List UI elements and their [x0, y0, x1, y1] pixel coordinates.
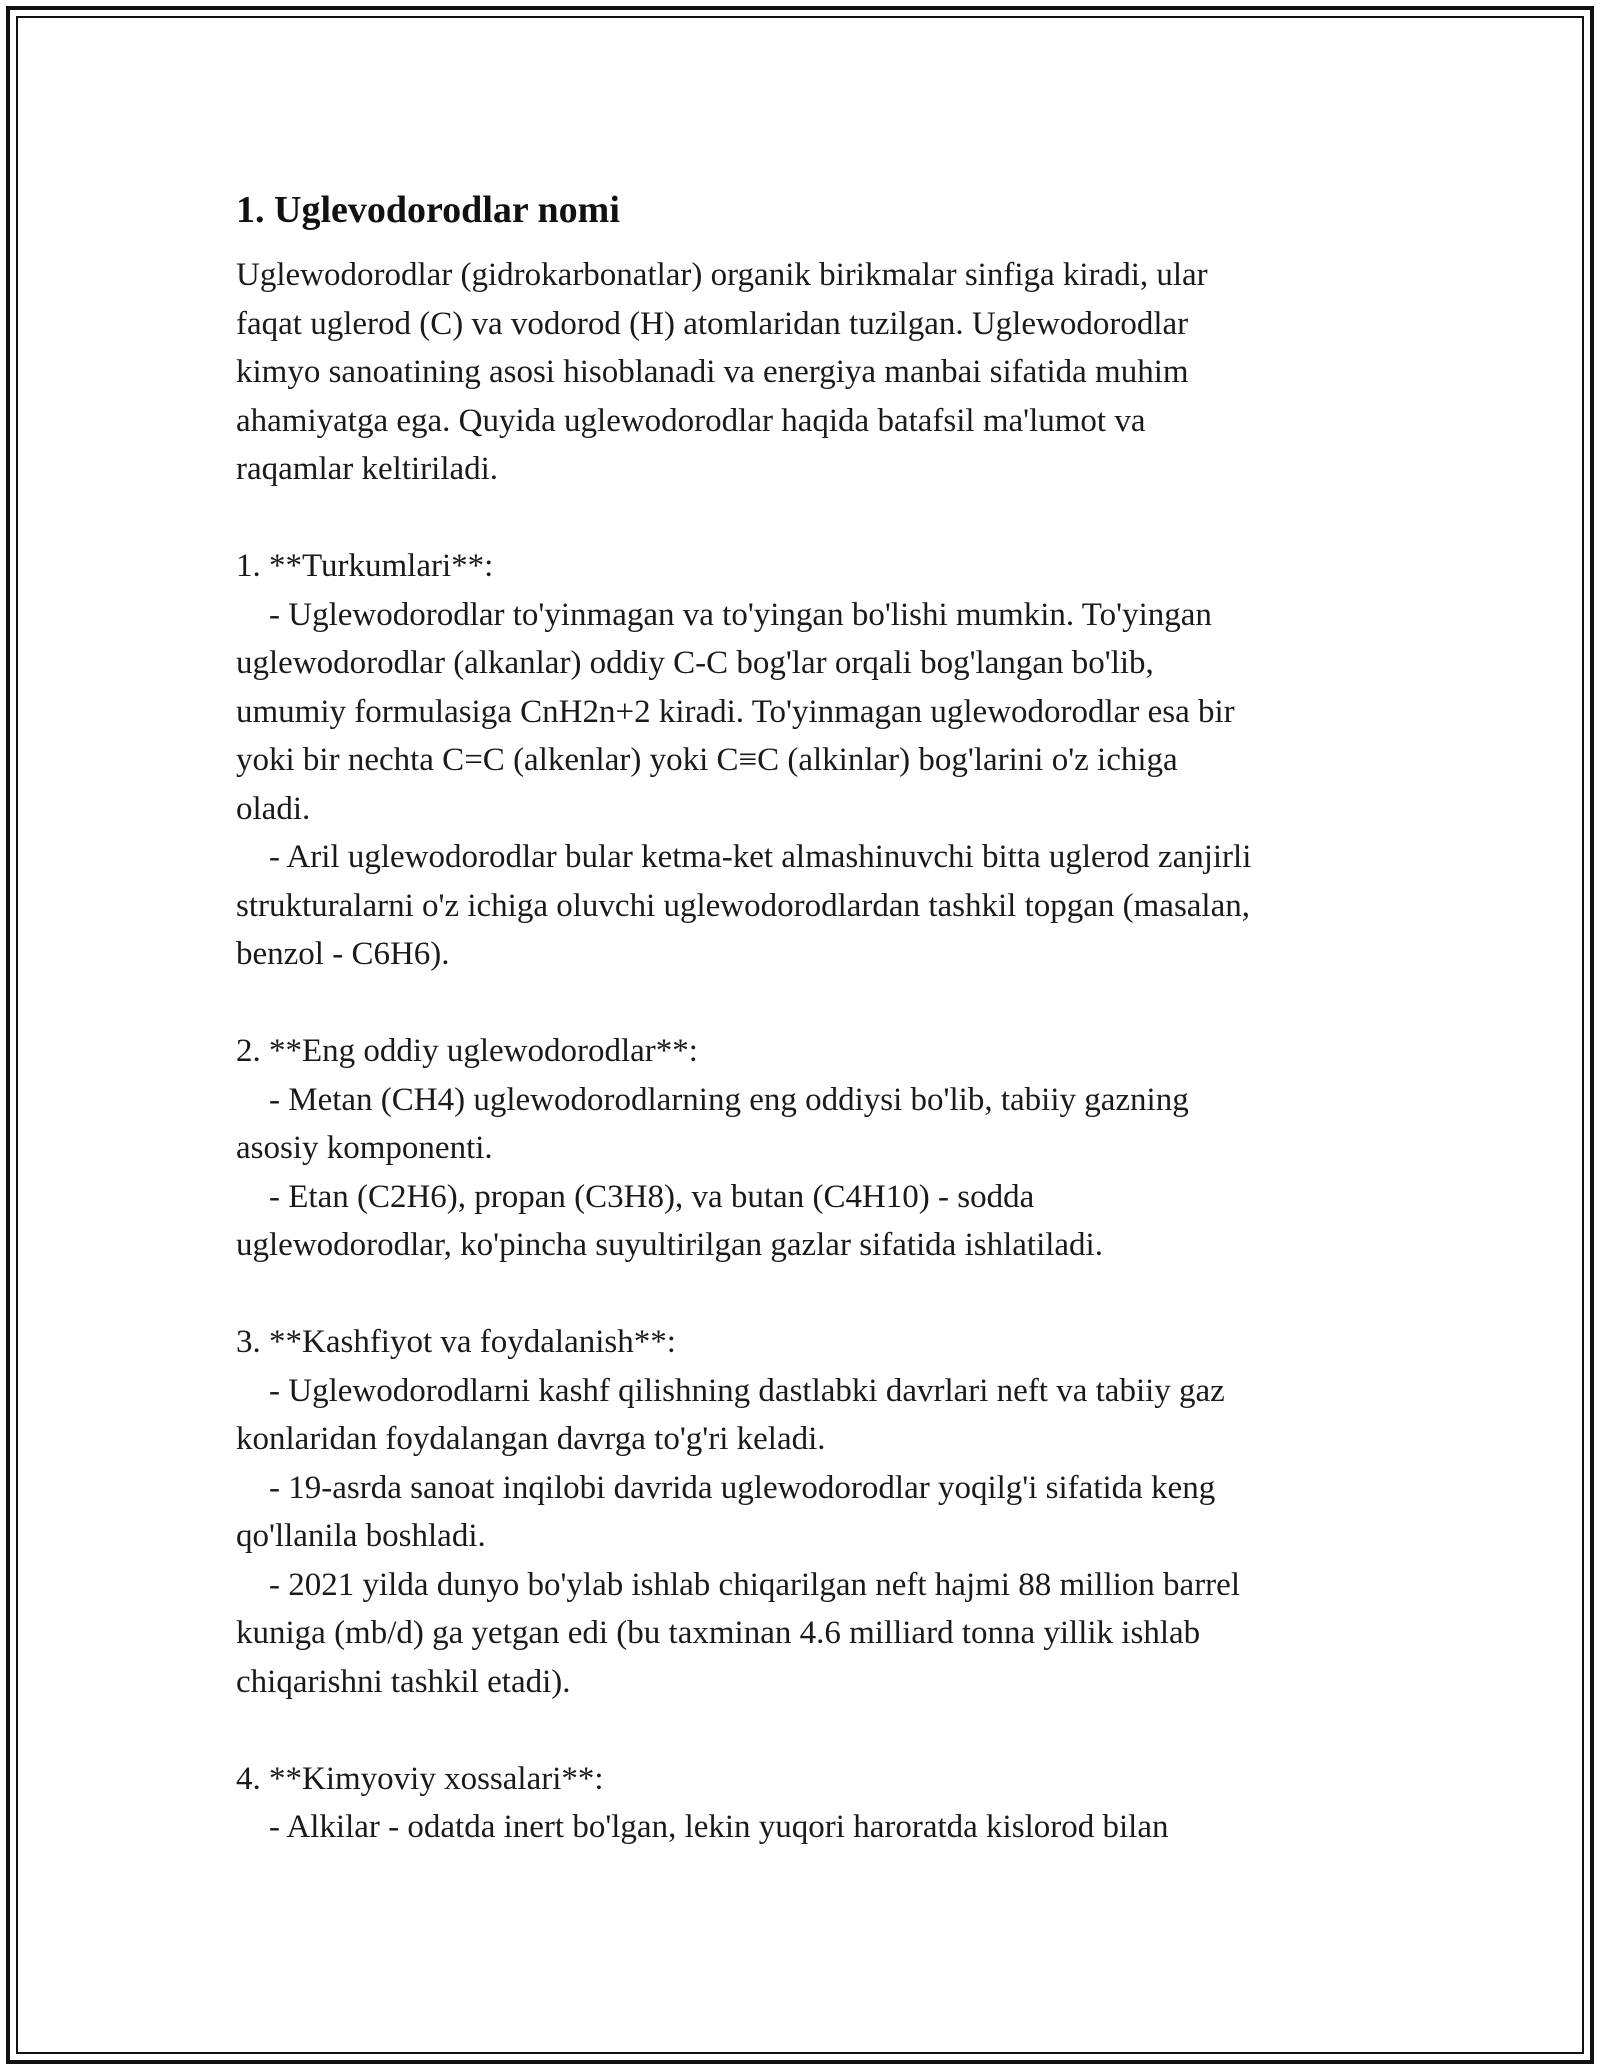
- document-body: Uglewodorodlar (gidrokarbonatlar) organik birikmalar sinfiga kiradi, ular faqat uglerod (C) va vodorod (H) atomlaridan tuzilgan. Uglewodorodlar kimyo sanoatining asosi hisoblanadi va energiya manbai sifatida muhim ahamiyatga ega. Quyida uglewodorodlar haqida batafsil ma'lumot va raqamlar keltiriladi. 1. **Turkumlari**: - Uglewodorodlar to'yinmagan va to'yingan bo'lishi mumkin. To'yingan uglewodorodlar (alkanlar) oddiy C-C bog'lar orqali bog'langan bo'lib, umumiy formulasiga CnH2n+2 kiradi. To'yinmagan uglewodorodlar esa bir yoki bir nechta C=C (alkenlar) yoki C≡C (alkinlar) bog'larini o'z ichiga oladi. - Aril uglewodorodlar bular ketma-ket almashinuvchi bitta uglerod zanjirli strukturalarni o'z ichiga oluvchi uglewodorodlardan tashkil topgan (masalan, benzol - C6H6). 2. **Eng oddiy uglewodorodlar**: - Metan (CH4) uglewodorodlarning eng oddiysi bo'lib, tabiiy gazning asosiy komponenti. - Etan (C2H6), propan (C3H8), va butan (C4H10) - sodda uglewodorodlar, ko'pincha suyultirilgan gazlar sifatida ishlatiladi. 3. **Kashfiyot va foydalanish**: - Uglewodorodlarni kashf qilishning dastlabki davrlari neft va tabiiy gaz konlaridan foydalangan davrga to'g'ri keladi. - 19-asrda sanoat inqilobi davrida uglewodorodlar yoqilg'i sifatida keng qo'llanila boshladi. - 2021 yilda dunyo bo'ylab ishlab chiqarilgan neft hajmi 88 million barrel kuniga (mb/d) ga yetgan edi (bu taxminan 4.6 milliard tonna yillik ishlab chiqarishni tashkil etadi). 4. **Kimyoviy xossalari**: - Alkilar - odatda inert bo'lgan, lekin yuqori haroratda kislorod bilan: [236, 257, 1252, 1845]
- document-content: [236, 185, 1376, 1852]
- document-title: 1. Uglevodorodlar nomi: [236, 189, 620, 231]
